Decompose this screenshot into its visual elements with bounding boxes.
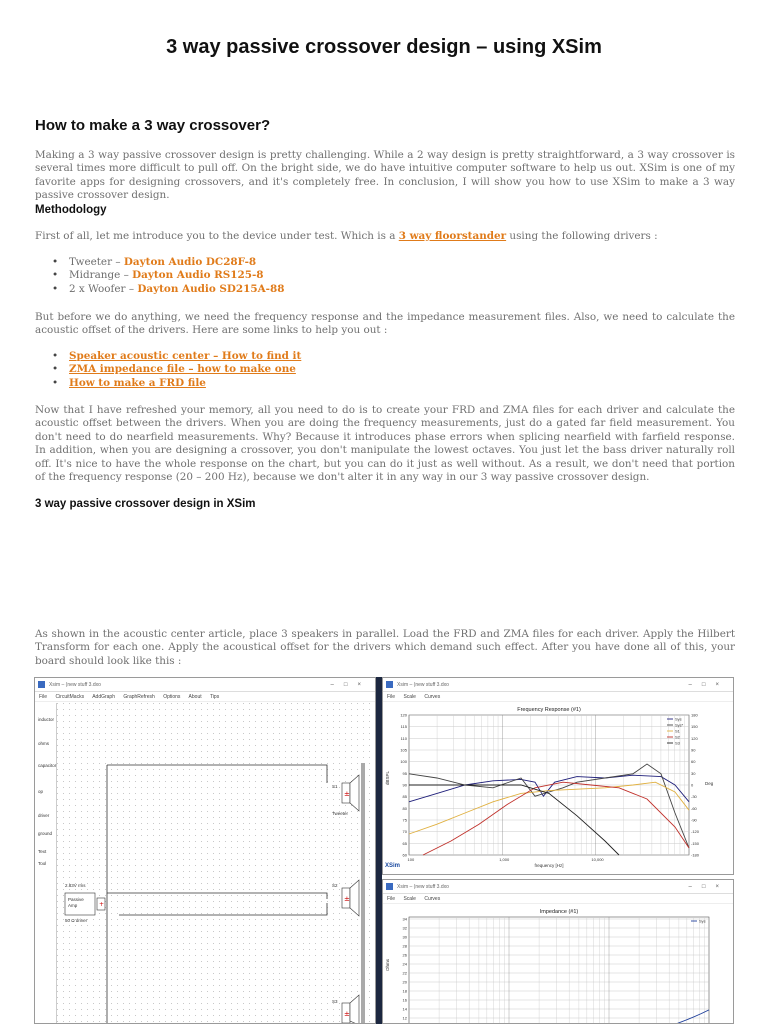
source-amp: Amp xyxy=(68,903,78,908)
menu-item[interactable]: File xyxy=(387,896,396,902)
fr-y-label: dBSPL xyxy=(385,770,390,785)
fr-y2-tick: -120 xyxy=(691,829,700,835)
xsim-screenshot xyxy=(34,677,734,1024)
speaker-s1-sublabel: Tweeter xyxy=(332,811,349,816)
imp-menubar xyxy=(383,894,733,904)
source-driver: 50 Ω driver xyxy=(65,918,88,923)
schematic-window xyxy=(34,677,376,1024)
driver-model[interactable]: Dayton Audio RS125-8 xyxy=(132,269,264,282)
list-item: • Midrange – Dayton Audio RS125-8 xyxy=(52,269,284,282)
fr-y2-label: Deg xyxy=(705,781,714,786)
imp-y-tick: 14 xyxy=(402,1006,407,1012)
fr-chart-title: Frequency Response (#1) xyxy=(517,707,581,713)
window-controls[interactable]: –□× xyxy=(688,682,729,688)
imp-legend-entry: Sys xyxy=(699,918,706,924)
menu-item[interactable]: Curves xyxy=(424,694,441,700)
fr-y2-tick: 30 xyxy=(691,770,696,776)
section-heading-how: How to make a 3 way crossover? xyxy=(35,117,271,134)
fr-y-tick: 80 xyxy=(402,805,407,811)
before-paragraph: But before we do anything, we need the frequency response and the impedance measurement files. Also, we need to calculate the acoustic offset of the drivers. Here are some links to help you out : xyxy=(35,311,735,337)
fr-y-tick: 110 xyxy=(400,735,407,741)
svg-text:±: ± xyxy=(344,895,350,903)
fr-x-label: frequency [Hz] xyxy=(534,863,564,868)
tool-inductor[interactable]: inductor xyxy=(38,717,55,722)
schematic-titlebar: Xsim – (new stuff 3.dxo –□× xyxy=(35,678,375,692)
xsim-app-icon xyxy=(38,681,45,688)
menu-item[interactable]: Options xyxy=(163,694,181,700)
schematic-menubar xyxy=(35,692,375,702)
fr-y-tick: 95 xyxy=(402,770,407,776)
menu-item[interactable]: GraphRefresh xyxy=(123,694,155,700)
fr-x-tick: 1,000 xyxy=(499,857,510,862)
fr-y-tick: 120 xyxy=(400,712,407,718)
imp-y-tick: 20 xyxy=(402,979,407,985)
refresh-paragraph: Now that I have refreshed your memory, all you need to do is to create your FRD and ZMA files for each driver and calculate the acoustic offset between the drivers. When you are doing the frequency measurements, just do a gated far field measurement. You don't need to do nearfield measurements. Why? Because it introduces phase errors when splicing nearfield with farfield response. In addition, when you are designing a crossover, you don't manipulate the lowest octaves. You just let the bass driver naturally roll off. It's nice to have the whole response on the chart, but you can do it just as well without. As a result, we don't need that portion of the frequency response (20 – 200 Hz), because we don't alter it in any way in our 3 way passive crossover design. xyxy=(35,404,735,484)
source-passive: Passive xyxy=(68,897,84,902)
method-text-pre: First of all, let me introduce you to the device under test. Which is a xyxy=(35,230,399,242)
tool-driver[interactable]: driver xyxy=(38,813,50,818)
tool-text[interactable]: Text xyxy=(38,849,47,854)
tool-resistor[interactable]: ohms xyxy=(38,741,50,746)
fr-y2-tick: -90 xyxy=(691,817,697,823)
imp-y-tick: 18 xyxy=(402,988,407,994)
menu-item[interactable]: File xyxy=(387,694,396,700)
menu-item[interactable]: AddGraph xyxy=(92,694,115,700)
imp-plot-area xyxy=(409,917,709,1024)
fr-y2-tick: -30 xyxy=(691,794,697,800)
svg-text:±: ± xyxy=(344,1010,350,1018)
page-title: 3 way passive crossover design – using XSim xyxy=(166,36,602,58)
tool-capacitor[interactable]: capacitor xyxy=(38,763,57,768)
frequency-response-chart[interactable] xyxy=(383,703,734,875)
imp-y-tick: 22 xyxy=(402,970,407,976)
speaker-s2-label: S2 xyxy=(332,883,338,888)
fr-y-tick: 75 xyxy=(402,817,407,823)
imp-y-tick: 12 xyxy=(402,1015,407,1021)
fr-legend-entry: Sys* xyxy=(675,722,684,728)
driver-model[interactable]: Dayton Audio DC28F-8 xyxy=(123,256,257,268)
method-paragraph xyxy=(35,230,735,243)
list-item xyxy=(52,363,301,376)
impedance-window xyxy=(382,879,734,1024)
xsim-app-icon xyxy=(386,883,393,890)
menu-item[interactable]: Scale xyxy=(403,694,416,700)
fr-legend-entry: S1 xyxy=(675,728,680,734)
fr-y-tick: 100 xyxy=(400,759,407,765)
fr-y2-tick: 90 xyxy=(691,747,696,753)
as-shown-paragraph: As shown in the acoustic center article, place 3 speakers in parallel. Load the FRD and ZMA files for each driver. Apply the Hilbert Transform for each one. Apply the acoustical offset for the drivers which demand such effect. After you have done all of this, your board should look like this : xyxy=(35,628,735,667)
impedance-chart[interactable] xyxy=(383,905,734,1024)
speaker-s3-label: S3 xyxy=(332,999,338,1004)
fr-y-tick: 105 xyxy=(400,747,407,753)
fr-y-tick: 70 xyxy=(402,829,407,835)
section-heading-xsim: 3 way passive crossover design in XSim xyxy=(35,498,256,510)
fr-menubar xyxy=(383,692,733,702)
imp-y-tick: 24 xyxy=(402,961,407,967)
floorstander-link[interactable]: 3 way floorstander xyxy=(398,230,507,242)
frequency-response-window xyxy=(382,677,734,875)
speaker-s1-label: S1 xyxy=(332,784,338,789)
list-item: • 2 x Woofer – Dayton Audio SD215A-88 xyxy=(52,283,284,296)
method-text-post: using the following drivers : xyxy=(506,230,658,242)
frd-file-link[interactable]: How to make a FRD file xyxy=(69,376,206,389)
schematic-canvas[interactable] xyxy=(57,703,376,1024)
list-item xyxy=(52,350,301,363)
fr-y-tick: 65 xyxy=(402,840,407,846)
acoustic-center-link[interactable]: Speaker acoustic center – How to find it xyxy=(69,350,302,362)
tool-palette xyxy=(35,703,57,1024)
list-item xyxy=(52,377,301,390)
fr-y2-tick: -60 xyxy=(691,805,697,811)
menu-item[interactable]: CircuitMacks xyxy=(55,694,85,700)
section-heading-methodology: Methodology xyxy=(35,204,107,216)
imp-titlebar: Xsim – (new stuff 3.dxo –□× xyxy=(383,880,733,894)
driver-model[interactable]: Dayton Audio SD215A-88 xyxy=(137,282,285,295)
window-controls[interactable]: –□× xyxy=(330,682,371,688)
fr-y-tick: 85 xyxy=(402,794,407,800)
menu-item[interactable]: About xyxy=(188,694,202,700)
menu-item[interactable]: Tips xyxy=(209,694,220,700)
fr-x-tick: 100 xyxy=(407,857,415,862)
imp-y-tick: 34 xyxy=(402,916,407,922)
fr-xsim-logo: XSim xyxy=(385,863,401,869)
xsim-app-icon xyxy=(386,681,393,688)
fr-y2-tick: 150 xyxy=(691,724,698,730)
window-controls[interactable]: –□× xyxy=(688,884,729,890)
fr-y2-tick: 0 xyxy=(691,782,694,788)
list-item: • Tweeter – Dayton Audio DC28F-8 xyxy=(52,256,284,269)
fr-y2-tick: -180 xyxy=(691,852,700,858)
tool-tool[interactable]: Tool xyxy=(38,861,47,866)
source-voltage: 2.83V rms xyxy=(65,883,86,888)
fr-legend-entry: Sys xyxy=(675,716,682,722)
links-list xyxy=(52,350,301,390)
imp-chart-title: Impedance (#1) xyxy=(539,909,579,915)
menu-item[interactable]: Curves xyxy=(424,896,441,902)
fr-y2-tick: 60 xyxy=(691,759,696,765)
fr-y2-tick: -150 xyxy=(691,840,700,846)
imp-y-tick: 26 xyxy=(402,952,407,958)
fr-y2-tick: 120 xyxy=(691,735,698,741)
imp-y-tick: 32 xyxy=(402,925,407,931)
imp-y-tick: 30 xyxy=(402,934,407,940)
fr-y-tick: 115 xyxy=(400,724,407,730)
tool-ground[interactable]: ground xyxy=(38,831,53,836)
fr-legend-entry: S3 xyxy=(675,740,680,746)
zma-file-link[interactable]: ZMA impedance file – how to make one xyxy=(69,363,296,376)
fr-legend-entry: S2 xyxy=(675,734,680,740)
fr-titlebar: Xsim – (new stuff 3.dxo –□× xyxy=(383,678,733,692)
imp-y-tick: 28 xyxy=(402,943,407,949)
svg-text:+: + xyxy=(99,901,105,908)
imp-y-tick: 16 xyxy=(402,997,407,1003)
fr-y-tick: 90 xyxy=(402,782,407,788)
tool-op[interactable]: op xyxy=(38,789,44,794)
imp-y-label: Ohms xyxy=(385,958,390,971)
drivers-list xyxy=(52,256,284,296)
svg-text:±: ± xyxy=(344,790,350,798)
menu-item[interactable]: File xyxy=(39,694,48,700)
fr-x-tick: 10,000 xyxy=(591,857,604,862)
fr-y-tick: 60 xyxy=(402,852,407,858)
fr-y2-tick: 180 xyxy=(691,712,698,718)
menu-item[interactable]: Scale xyxy=(403,896,416,902)
intro-paragraph: Making a 3 way passive crossover design is pretty challenging. While a 2 way design is pretty straightforward, a 3 way crossover is several times more difficult to pull off. On the bright side, we do have intuitive computer software to help us out. XSim is one of my favorite apps for designing crossovers, and it's completely free. In conclusion, I will show you how to use XSim to make a 3 way passive crossover design. xyxy=(35,149,735,202)
